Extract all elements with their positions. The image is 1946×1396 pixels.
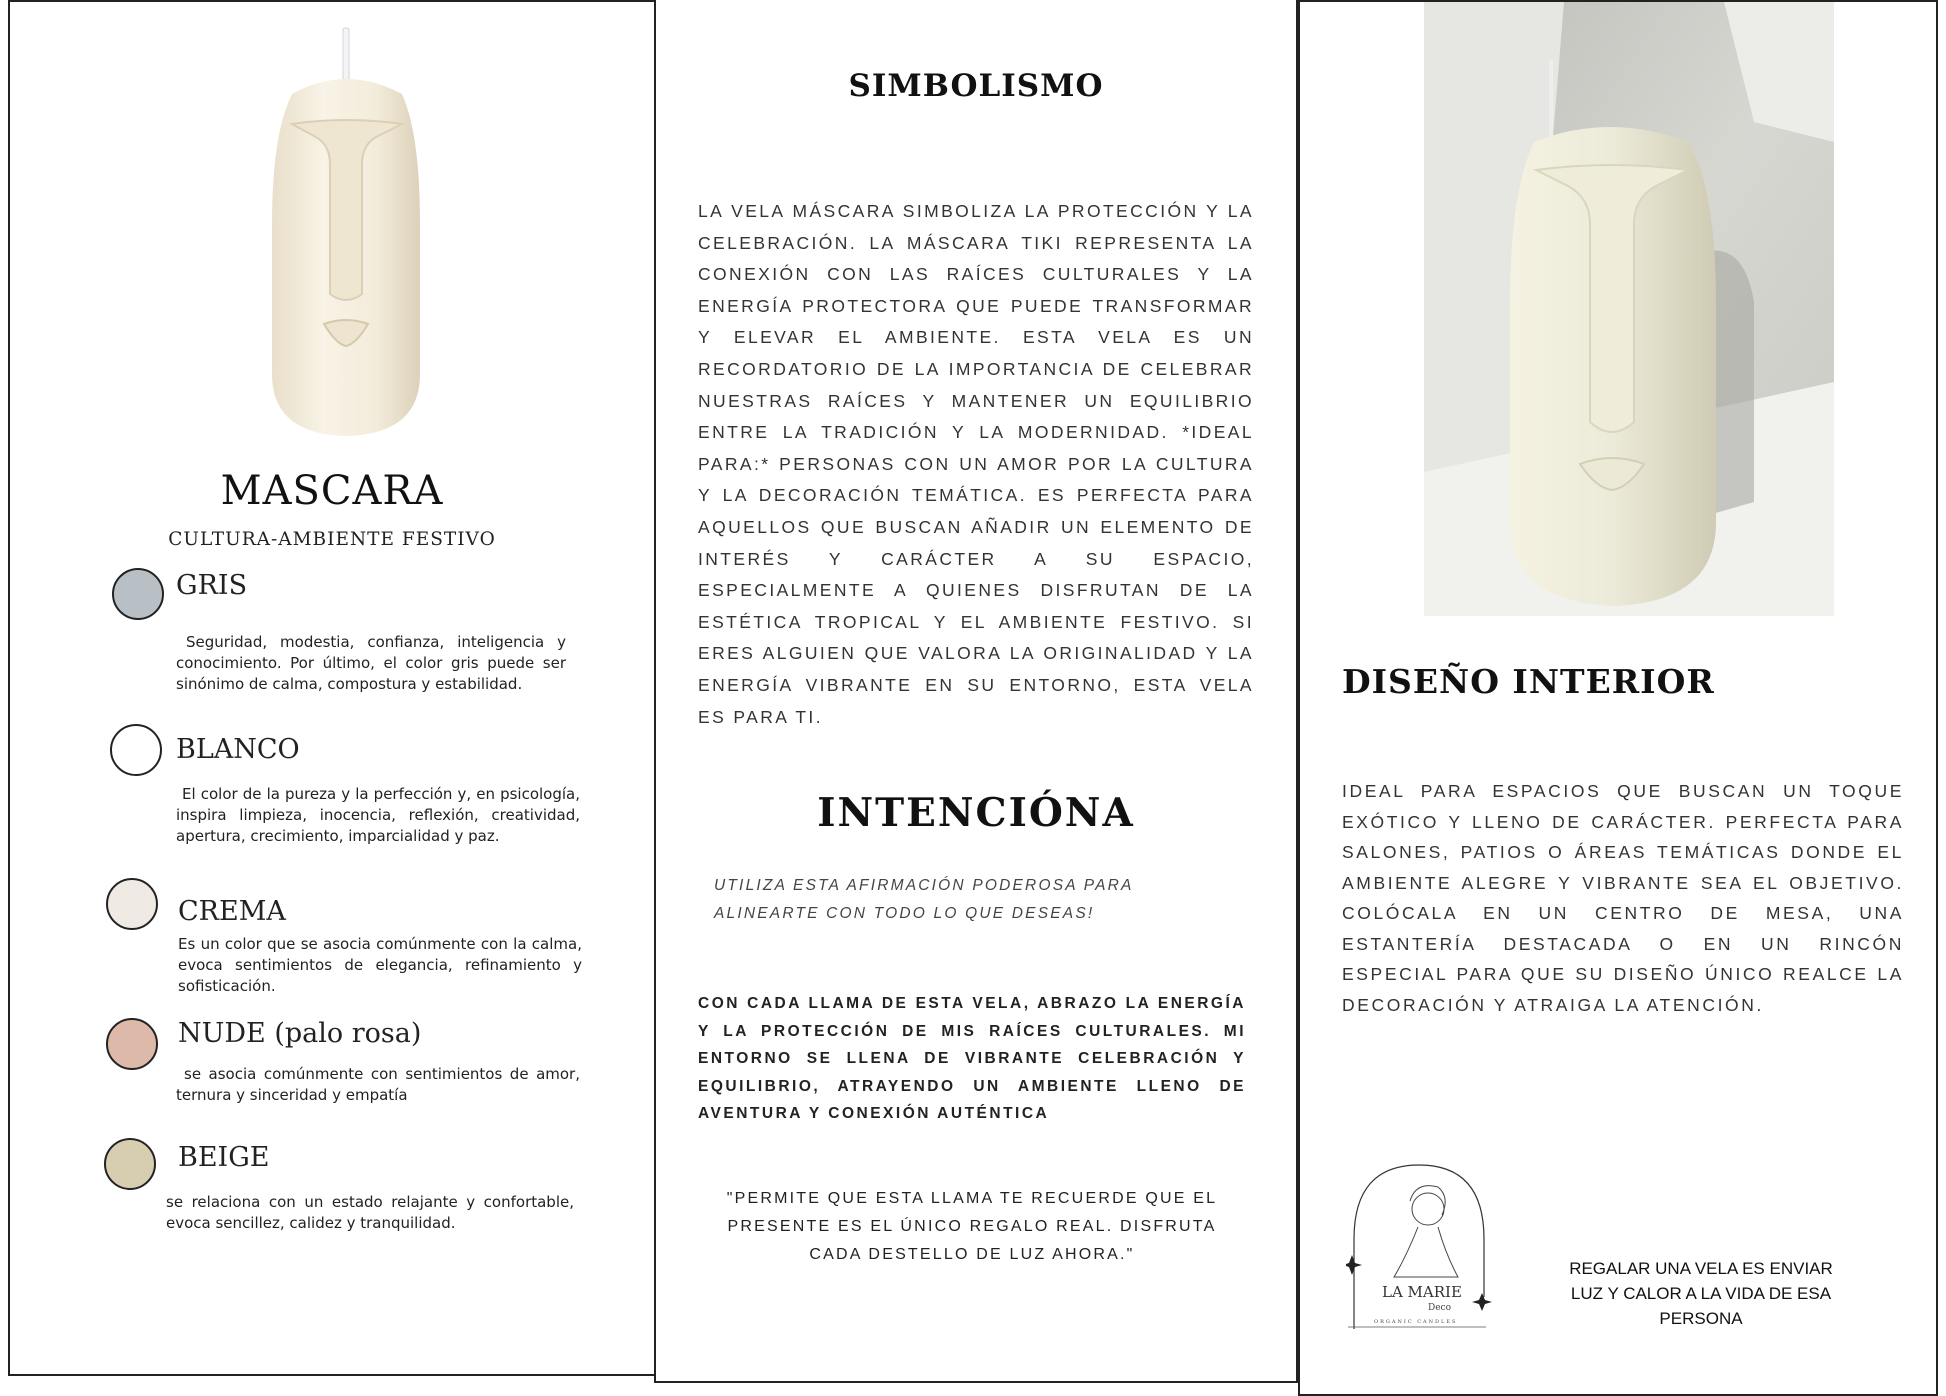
intention-prompt: UTILIZA ESTA AFIRMACIÓN PODEROSA PARA ALINEARTE CON TODO LO QUE DESEAS! — [714, 877, 1134, 922]
color-desc-crema: Es un color que se asocia comúnmente con la calma, evoca sentimientos de elegancia, refinamiento y sofisticación. — [178, 935, 582, 995]
color-desc-beige: se relaciona con un estado relajante y confortable, evoca sencillez, calidez y tranquilidad. — [166, 1193, 574, 1232]
color-name-gris: GRIS — [176, 570, 248, 601]
interior-text: IDEAL PARA ESPACIOS QUE BUSCAN UN TOQUE EXÓTICO Y LLENO DE CARÁCTER. PERFECTA PARA SALONES, PATIOS O ÁREAS TEMÁTICAS DONDE EL AMBIENTE ALEGRE Y VIBRANTE SEA EL OBJETIVO. COLÓCALA EN UN CENTRO DE MESA, UNA ESTANTERÍA DESTACADA O EN UN RINCÓN ESPECIAL PARA QUE SU DISEÑO ÚNICO REALCE LA DECORACIÓN Y ATRAIGA LA ATENCIÓN. — [1342, 781, 1904, 1015]
blanco-swatch — [110, 724, 162, 776]
crema-swatch — [106, 878, 158, 930]
brand-logo — [1346, 1157, 1492, 1329]
nude-swatch — [106, 1018, 158, 1070]
intention-title: INTENCIÓNA — [817, 790, 1135, 836]
brand-name: LA MARIE — [1382, 1283, 1462, 1301]
quote-text: "PERMITE QUE ESTA LLAMA TE RECUERDE QUE EL PRESENTE ES EL ÚNICO REGALO REAL. DISFRUTA CADA DESTELLO DE LUZ AHORA." — [726, 1190, 1218, 1263]
left-panel — [8, 0, 656, 1376]
symbolism-title: SIMBOLISMO — [848, 68, 1104, 104]
color-desc-blanco: El color de la pureza y la perfección y, en psicología, inspira limpieza, inocencia, reflexión, creatividad, apertura, crecimiento, imparcialidad y paz. — [176, 785, 580, 845]
color-desc-gris: Seguridad, modestia, confianza, inteligencia y conocimiento. Por último, el color gris puede ser sinónimo de calma, compostura y estabilidad. — [176, 633, 566, 693]
brand-tagline: ORGANIC CANDLES — [1374, 1319, 1458, 1325]
color-desc-nude: se asocia comúnmente con sentimientos de amor, ternura y sinceridad y empatía — [176, 1065, 580, 1104]
color-name-beige: BEIGE — [178, 1142, 270, 1173]
right-panel — [1298, 0, 1938, 1396]
color-name-crema: CREMA — [178, 896, 286, 927]
product-title: MASCARA — [220, 468, 444, 514]
brand-sub: Deco — [1428, 1303, 1452, 1313]
gift-message: REGALAR UNA VELA ES ENVIAR LUZ Y CALOR A LA VIDA DE ESA PERSONA — [1569, 1259, 1833, 1328]
interior-title: DISEÑO INTERIOR — [1342, 662, 1715, 701]
product-subtitle: CULTURA-AMBIENTE FESTIVO — [168, 529, 496, 550]
affirmation-text: CON CADA LLAMA DE ESTA VELA, ABRAZO LA ENERGÍA Y LA PROTECCIÓN DE MIS RAÍCES CULTURALES. MI ENTORNO SE LLENA DE VIBRANTE CELEBRACIÓN Y EQUILIBRIO, ATRAYENDO UN AMBIENTE LLENO DE AVENTURA Y CONEXIÓN AUTÉNTICA — [698, 995, 1246, 1122]
symbolism-text: LA VELA MÁSCARA SIMBOLIZA LA PROTECCIÓN Y LA CELEBRACIÓN. LA MÁSCARA TIKI REPRESENTA LA CONEXIÓN CON LAS RAÍCES CULTURALES Y LA ENERGÍA PROTECTORA QUE PUEDE TRANSFORMAR Y ELEVAR EL AMBIENTE. ESTA VELA ES UN RECORDATORIO DE LA IMPORTANCIA DE CELEBRAR NUESTRAS RAÍCES Y MANTENER UN EQUILIBRIO ENTRE LA TRADICIÓN Y LA MODERNIDAD. *IDEAL PARA:* PERSONAS CON UN AMOR POR LA CULTURA Y LA DECORACIÓN TEMÁTICA. ES PERFECTA PARA AQUELLOS QUE BUSCAN AÑADIR UN ELEMENTO DE INTERÉS Y CARÁCTER A SU ESPACIO, ESPECIALMENTE A QUIENES DISFRUTAN DE LA ESTÉTICA TROPICAL Y EL AMBIENTE FESTIVO. SI ERES ALGUIEN QUE VALORA LA ORIGINALIDAD Y LA ENERGÍA VIBRANTE EN SU ENTORNO, ESTA VELA ES PARA TI. — [698, 201, 1254, 727]
color-name-nude: NUDE (palo rosa) — [178, 1018, 422, 1049]
color-name-blanco: BLANCO — [176, 734, 300, 765]
beige-swatch — [104, 1138, 156, 1190]
middle-panel — [654, 0, 1298, 1383]
candle-interior-photo — [1424, 2, 1834, 616]
gris-swatch — [112, 568, 164, 620]
mask-candle-image — [262, 24, 432, 440]
